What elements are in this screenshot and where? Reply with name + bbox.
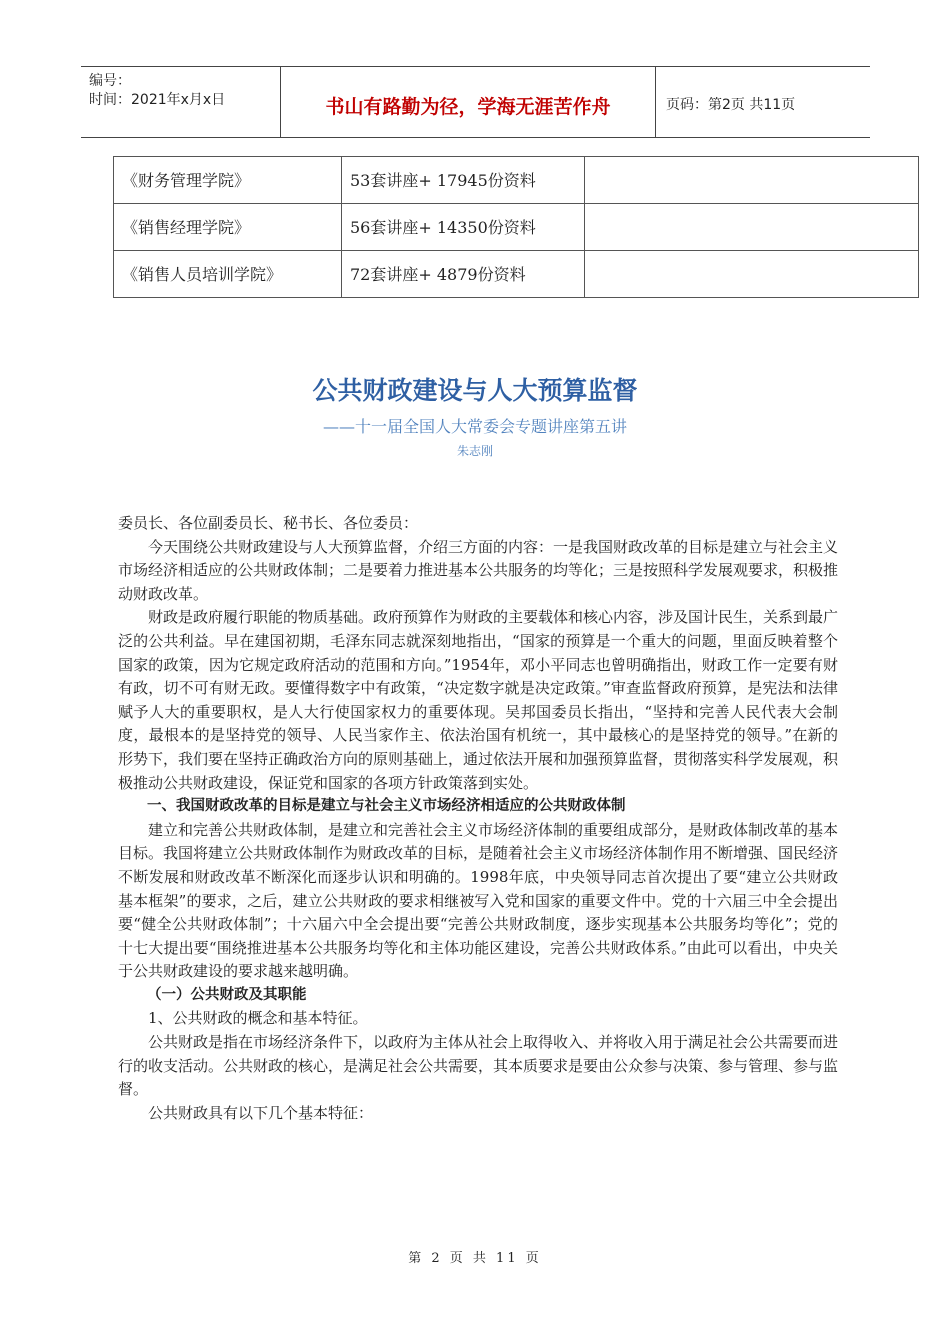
document-title: 公共财政建设与人大预算监督: [312, 376, 638, 405]
course-extra: [585, 251, 919, 298]
date-label: 时间：2021年x月x日: [89, 92, 226, 108]
course-name: 《销售人员培训学院》: [114, 251, 342, 298]
course-content: 72套讲座+ 4879份资料: [342, 251, 585, 298]
paragraph: 财政是政府履行职能的物质基础。政府预算作为财政的主要载体和核心内容，涉及国计民生，关系到最广泛的公共利益。早在建国初期，毛泽东同志就深刻地指出，“国家的预算是一个重大的问题，里面反映着整个国家的政策，因为它规定政府活动的范围和方向。”1954年，邓小平同志也曾明确指出，财政工作一定要有财有政，切不可有财无政。要懂得数字中有政策，“决定数字就是决定政策。”审查监督政府预算，是宪法和法律赋予人大的重要职权，是人大行使国家权力的重要体现。吴邦国委员长指出，“坚持和完善人民代表大会制度，最根本的是坚持党的领导、人民当家作主、依法治国有机统一，其中最核心的是坚持党的领导。”在新的形势下，我们要在坚持正确政治方向的原则基础上，通过依法开展和加强预算监督，贯彻落实科学发展观，积极推动公共财政建设，保证党和国家的各项方针政策落到实处。: [118, 608, 839, 792]
course-name: 《财务管理学院》: [114, 157, 342, 204]
course-content: 56套讲座+ 14350份资料: [342, 204, 585, 251]
header-motto: 书山有路勤为径，学海无涯苦作舟: [281, 67, 656, 137]
number-label: 编号：: [89, 73, 131, 89]
paragraph-salutation: 委员长、各位副委员长、秘书长、各位委员：: [118, 514, 419, 532]
section-heading: 一、我国财政改革的目标是建立与社会主义市场经济相适应的公共财政体制: [147, 798, 626, 815]
body-text: [118, 512, 838, 1125]
course-extra: [585, 157, 919, 204]
paragraph: 公共财政是指在市场经济条件下，以政府为主体从社会上取得收入、并将收入用于满足社会公共需要而进行的收支活动。公共财政的核心，是满足社会公共需要，其本质要求是要由公众参与决策、参与管理、参与监督。: [118, 1033, 839, 1099]
courses-table: [113, 156, 919, 298]
header-meta: [81, 67, 281, 137]
header-page-info: 页码：第2页 共11页: [666, 97, 796, 113]
paragraph: 建立和完善公共财政体制，是建立和完善社会主义市场经济体制的重要组成部分，是财政体制改革的基本目标。我国将建立公共财政体制作为财政改革的目标，是随着社会主义市场经济体制作用不断增强、国民经济不断发展和财政改革不断深化而逐步认识和明确的。1998年底，中央领导同志首次提出了要“建立公共财政基本框架”的要求，之后，建立公共财政的要求相继被写入党和国家的重要文件中。党的十六届三中全会提出要“健全公共财政体制”；十六届六中全会提出要“完善公共财政制度，逐步实现基本公共服务均等化”；党的十七大提出要“围绕推进基本公共服务均等化和主体功能区建设，完善公共财政体系。”由此可以看出，中央关于公共财政建设的要求越来越明确。: [118, 820, 839, 981]
course-name: 《销售经理学院》: [114, 204, 342, 251]
table-row: [114, 204, 919, 251]
table-row: [114, 157, 919, 204]
page-header: [81, 66, 870, 138]
document-author: 朱志刚: [456, 444, 493, 458]
course-content: 53套讲座+ 17945份资料: [342, 157, 585, 204]
document-subtitle: ——十一届全国人大常委会专题讲座第五讲: [322, 417, 627, 436]
page-footer: 第 2 页 共 11 页: [408, 1251, 542, 1266]
paragraph: 公共财政具有以下几个基本特征：: [148, 1103, 374, 1122]
paragraph: 今天围绕公共财政建设与人大预算监督，介绍三方面的内容：一是我国财政改革的目标是建立与社会主义市场经济相适应的公共财政体制；二是要着力推进基本公共服务的均等化；三是按照科学发展观要求，积极推动财政改革。: [118, 537, 839, 603]
subsection-heading: （一）公共财政及其职能: [147, 986, 307, 1003]
paragraph: 1、公共财政的概念和基本特征。: [148, 1009, 368, 1028]
course-extra: [585, 204, 919, 251]
table-row: [114, 251, 919, 298]
